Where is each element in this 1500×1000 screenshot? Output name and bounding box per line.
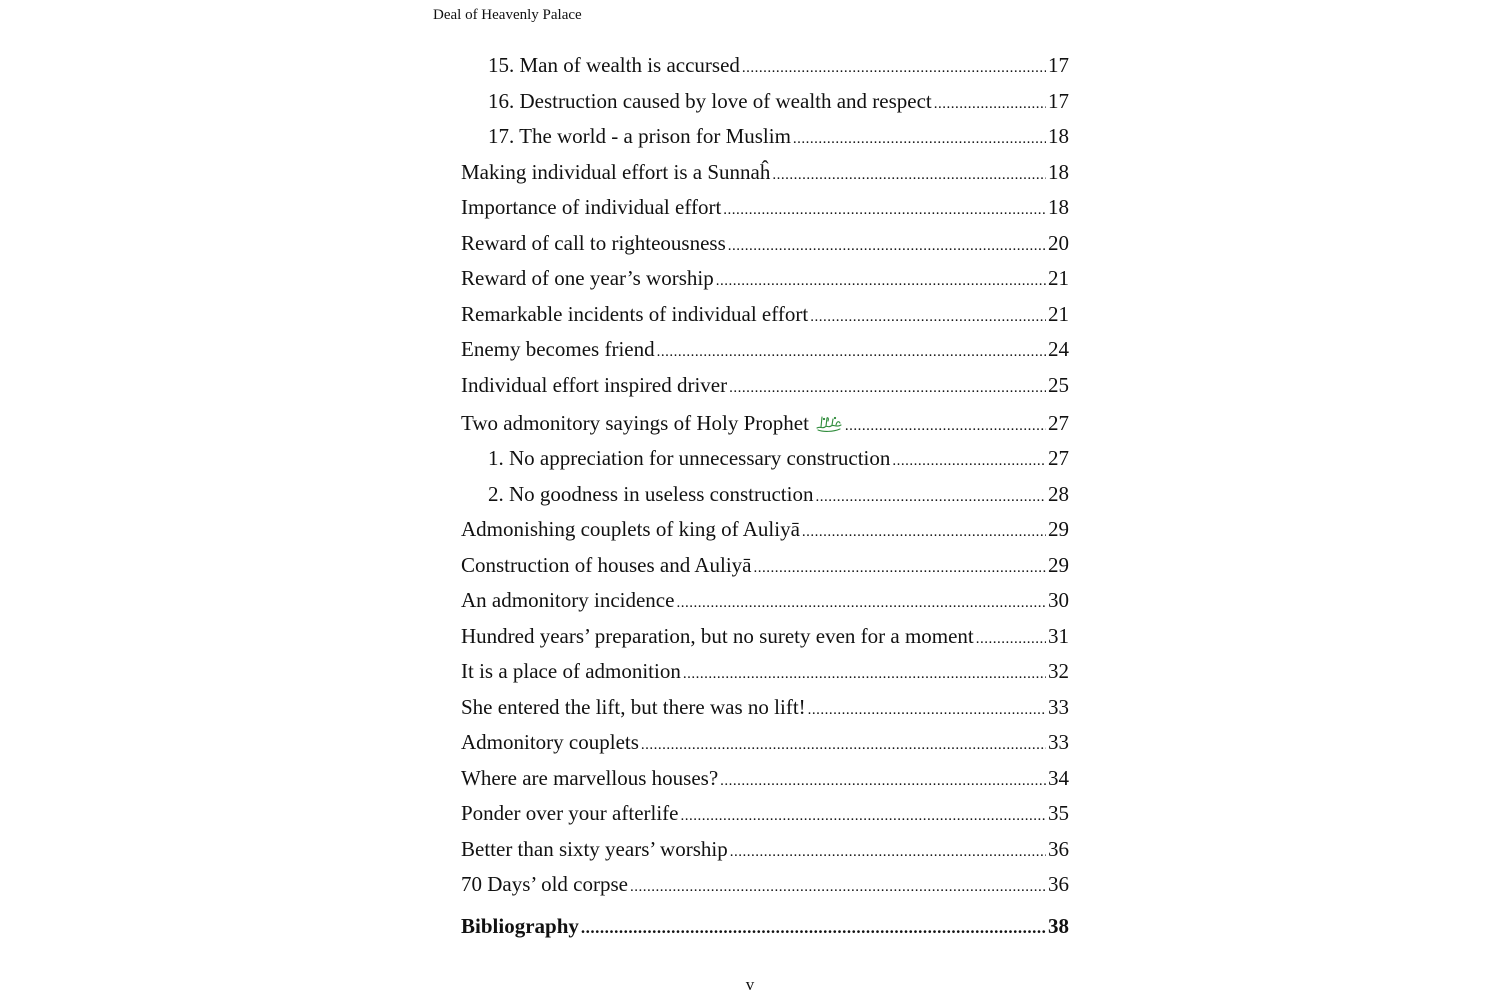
toc-entry-title: She entered the lift, but there was no lift! (461, 694, 806, 719)
dot-leader (934, 84, 1046, 123)
toc-entry[interactable] (461, 832, 1069, 868)
toc-entry-bibliography[interactable] (461, 909, 1069, 945)
dot-leader (808, 690, 1046, 729)
toc-entry-page: 36 (1048, 836, 1069, 861)
dot-leader (802, 512, 1046, 551)
toc-entry[interactable] (461, 368, 1069, 404)
dot-leader (729, 368, 1046, 407)
toc-entry-title: 70 Days’ old corpse (461, 872, 628, 896)
toc-entry-page: 24 (1048, 337, 1069, 361)
toc-entry[interactable] (461, 155, 1069, 191)
toc-entry-page: 33 (1048, 730, 1069, 754)
toc-entry-title: Making individual effort is a Sunnaĥ (461, 159, 771, 184)
toc-entry[interactable] (461, 690, 1069, 726)
toc-entry-title: Reward of call to righteousness (461, 230, 726, 255)
toc-entry[interactable] (461, 297, 1069, 333)
toc-entry[interactable] (461, 48, 1069, 84)
toc-entry-title: 1. No appreciation for unnecessary construction (488, 446, 891, 470)
toc-entry-page: 32 (1048, 659, 1069, 683)
toc-entry-title: It is a place of admonition (461, 659, 681, 683)
toc-entry-page: 25 (1048, 372, 1069, 397)
toc-entry[interactable] (461, 477, 1069, 513)
toc-entry-title: Reward of one year’s worship (461, 266, 714, 290)
dot-leader (772, 155, 1046, 194)
toc-entry[interactable] (461, 84, 1069, 120)
toc-entry[interactable] (461, 654, 1069, 690)
toc-entry-page: 20 (1048, 230, 1069, 255)
toc-entry-title: An admonitory incidence (461, 588, 675, 612)
dot-leader (815, 477, 1046, 516)
dot-leader (683, 654, 1046, 693)
toc-entry-page: 21 (1048, 301, 1069, 326)
toc-entry-page: 17 (1048, 53, 1069, 77)
toc-entry-page: 31 (1048, 623, 1069, 648)
toc-entry[interactable] (461, 867, 1069, 903)
toc-entry-title: 2. No goodness in useless construction (488, 481, 814, 506)
toc-entry-title: Importance of individual effort (461, 195, 722, 219)
toc-entry-title: Individual effort inspired driver (461, 372, 728, 397)
dot-leader (742, 48, 1046, 87)
dot-leader (716, 261, 1046, 300)
toc-entry-page: 27 (1048, 411, 1069, 435)
toc-entry-page: 29 (1048, 552, 1069, 577)
dot-leader (641, 725, 1046, 764)
toc-entry-title: Better than sixty years’ worship (461, 836, 728, 861)
dot-leader (681, 796, 1047, 835)
toc-entry[interactable] (461, 796, 1069, 832)
dot-leader (581, 909, 1046, 946)
toc-entry-title: Hundred years’ preparation, but no surety even for a moment (461, 623, 974, 648)
toc-entry[interactable] (461, 441, 1069, 477)
toc-entry[interactable] (461, 512, 1069, 548)
toc-entry-title: Enemy becomes friend (461, 337, 655, 361)
dot-leader (720, 761, 1046, 800)
toc-entry[interactable] (461, 725, 1069, 761)
toc-entry-page: 35 (1048, 801, 1069, 825)
toc-entry-title-wrap (461, 403, 843, 443)
dot-leader (793, 119, 1046, 158)
toc-entry[interactable] (461, 403, 1069, 441)
toc-entry-title: Where are marvellous houses? (461, 765, 719, 790)
toc-entry[interactable] (461, 226, 1069, 262)
table-of-contents (461, 48, 1069, 944)
toc-entry[interactable] (461, 119, 1069, 155)
dot-leader (630, 867, 1046, 906)
toc-entry-page: 28 (1048, 481, 1069, 506)
toc-entry-page: 33 (1048, 694, 1069, 719)
toc-entry-title: 16. Destruction caused by love of wealth and respect (488, 88, 932, 113)
running-header: Deal of Heavenly Palace (433, 7, 582, 23)
dot-leader (845, 403, 1046, 446)
dot-leader (730, 832, 1046, 871)
toc-entry[interactable] (461, 761, 1069, 797)
toc-entry[interactable] (461, 261, 1069, 297)
toc-entry-page: 38 (1048, 913, 1069, 938)
toc-entry-title: 17. The world - a prison for Muslim (488, 124, 791, 148)
toc-entry-page: 18 (1048, 159, 1069, 184)
page-number: v (745, 975, 755, 994)
toc-entry-page: 34 (1048, 765, 1069, 790)
dot-leader (728, 226, 1046, 265)
toc-entry[interactable] (461, 619, 1069, 655)
toc-entry-title: Two admonitory sayings of Holy Prophet (461, 411, 809, 435)
toc-entry[interactable] (461, 583, 1069, 619)
dot-leader (753, 548, 1046, 587)
toc-entry[interactable] (461, 548, 1069, 584)
toc-entry-title: Bibliography (461, 913, 579, 938)
toc-entry-title: Ponder over your afterlife (461, 801, 679, 825)
toc-entry-title: Admonishing couplets of king of Auliyā (461, 517, 800, 541)
toc-entry-title: 15. Man of wealth is accursed (488, 53, 740, 77)
salutation-calligraphy-icon (815, 413, 843, 433)
dot-leader (892, 441, 1046, 480)
dot-leader (676, 583, 1046, 622)
toc-entry-title: Admonitory couplets (461, 730, 639, 754)
toc-entry[interactable] (461, 332, 1069, 368)
dot-leader (810, 297, 1046, 336)
dot-leader (976, 619, 1046, 658)
toc-entry-page: 18 (1048, 195, 1069, 219)
toc-entry-title: Remarkable incidents of individual effort (461, 301, 809, 326)
toc-entry-page: 21 (1048, 266, 1069, 290)
toc-entry-page: 18 (1048, 124, 1069, 148)
toc-entry[interactable] (461, 190, 1069, 226)
dot-leader (657, 332, 1046, 371)
toc-entry-page: 36 (1048, 872, 1069, 896)
toc-entry-page: 30 (1048, 588, 1069, 612)
toc-entry-page: 17 (1048, 88, 1069, 113)
dot-leader (723, 190, 1046, 229)
toc-entry-page: 29 (1048, 517, 1069, 541)
toc-entry-page: 27 (1048, 446, 1069, 470)
toc-entry-title: Construction of houses and Auliyā (461, 552, 752, 577)
